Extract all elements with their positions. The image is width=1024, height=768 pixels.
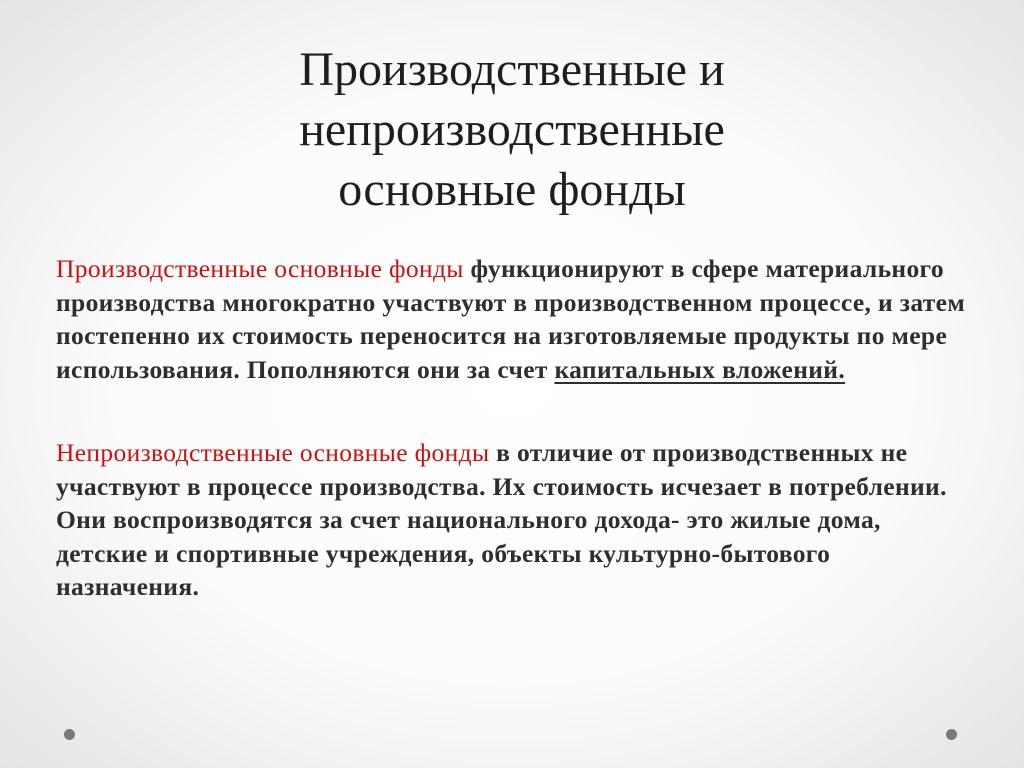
- bullet-dot-icon: [946, 729, 957, 740]
- capital-investments-link-text: капитальных вложений.: [554, 354, 846, 384]
- paragraph-nonproductive-funds: [56, 436, 976, 604]
- paragraph-productive-funds: [56, 252, 976, 386]
- title-line-3: основные фонды: [338, 163, 686, 216]
- paragraph-productive-text: функционируют в сфере материального производства многократно участвуют в производственном процессе, и затем постепенно их стоимость переносится на изготовляемые продукты по мере использования. Пополняются они за счет: [56, 254, 966, 384]
- term-productive-funds: Производственные основные фонды: [56, 254, 464, 283]
- slide-body: [56, 252, 976, 604]
- title-line-1: Производственные и: [299, 43, 725, 96]
- paragraph-nonproductive-text: в отличие от производственных не участвуют в процессе производства. Их стоимость исчезает в потреблении. Они воспроизводятся за счет национального дохода- это жилые дома, детские и спортивные учреждения, объекты культурно-бытового назначения.: [56, 438, 947, 601]
- slide-title: [112, 40, 912, 220]
- bullet-dot-icon: [64, 729, 75, 740]
- term-nonproductive-funds: Непроизводственные основные фонды: [56, 438, 490, 467]
- title-line-2: непроизводственные: [299, 103, 725, 156]
